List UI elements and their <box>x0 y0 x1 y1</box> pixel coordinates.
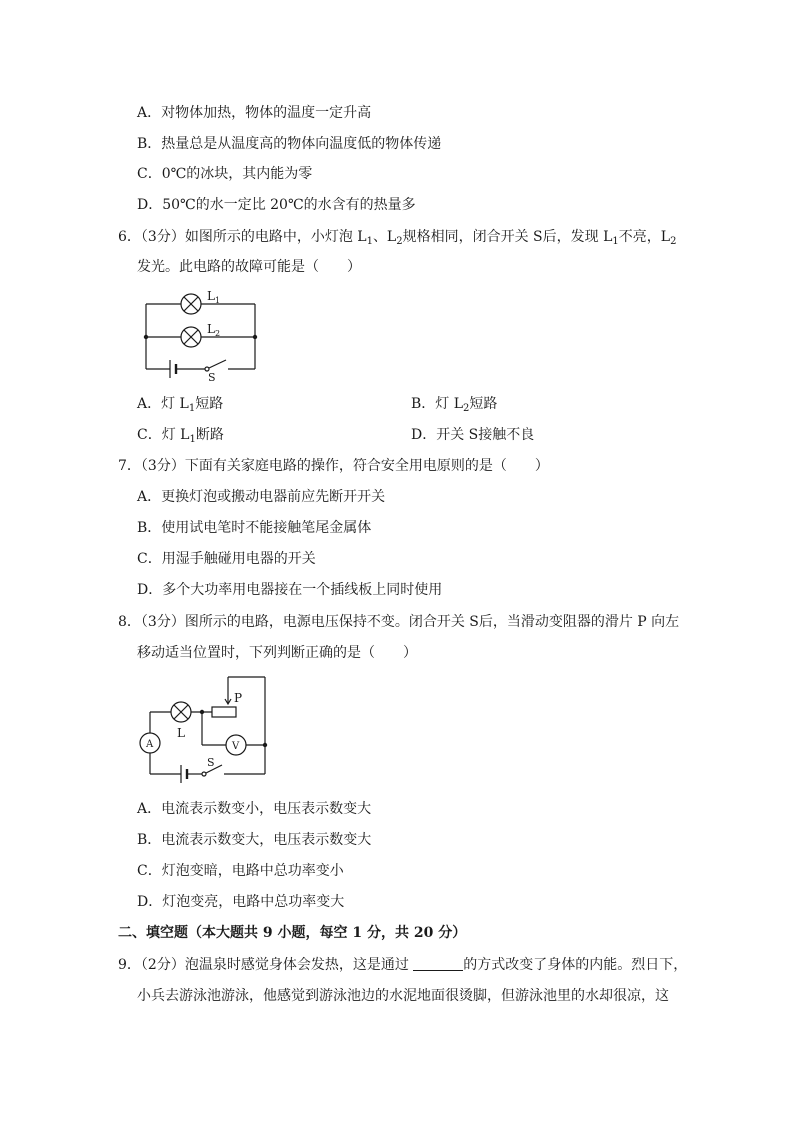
q7-option-a: A．更换灯泡或搬动电器前应先断开开关 <box>137 489 386 505</box>
q5-option-a: A．对物体加热，物体的温度一定升高 <box>137 105 372 121</box>
answer-blank[interactable] <box>413 956 463 971</box>
q6-option-a: A．灯 $L_1$短路 <box>137 396 224 414</box>
q7-option-b: B．使用试电笔时不能接触笔尾金属体 <box>137 520 372 536</box>
svg-text:L1: $L_1$ <box>207 289 221 305</box>
svg-text:L2: $L_2$ <box>207 322 221 338</box>
switch-pivot-q8 <box>202 772 206 776</box>
q6-stem: 6．（3分）如图所示的电路中，小灯泡 $L_1$、$L_2$规格相同，闭合开关 S后，发现 $L_1$不亮，$L_2$ <box>118 229 677 247</box>
q5-option-d: D．50℃的水一定比 20℃的水含有的热量多 <box>137 197 416 213</box>
q7-stem: 7．（3分）下面有关家庭电路的操作，符合安全用电原则的是（ ） <box>118 458 549 474</box>
q8-stem: 8．（3分）图所示的电路，电源电压保持不变。闭合开关 S后，当滑动变阻器的滑片 P 向左 <box>118 614 680 630</box>
q8-option-a: A．电流表示数变小，电压表示数变大 <box>137 801 372 817</box>
lamp-label: L <box>177 726 185 740</box>
ammeter-label: A <box>146 739 154 750</box>
q7-option-c: C．用湿手触碰用电器的开关 <box>137 551 316 567</box>
q6-stem-continued: 发光。此电路的故障可能是（ ） <box>137 259 361 275</box>
section-heading: 二、填空题（本大题共 9 小题，每空 1 分，共 20 分） <box>118 925 467 941</box>
rheostat-symbol <box>212 707 236 717</box>
switch-blade <box>209 360 226 368</box>
q8-option-d: D．灯泡变亮，电路中总功率变大 <box>137 894 345 910</box>
q6-option-b: B．灯 $L_2$短路 <box>411 396 498 414</box>
q9-stem: 9．（2分）泡温泉时感觉身体会发热，这是通过 的方式改变了身体的内能。烈日下， <box>118 957 688 973</box>
switch-label-q8: S <box>207 756 215 769</box>
q8-option-c: C．灯泡变暗，电路中总功率变小 <box>137 863 344 879</box>
q6-option-d: D．开关 S接触不良 <box>411 427 535 443</box>
switch-label: S <box>208 371 216 384</box>
slider-label: P <box>234 691 243 705</box>
q6-option-c: C．灯 $L_1$断路 <box>137 427 224 445</box>
q5-option-c: C．0℃的冰块，其内能为零 <box>137 166 313 182</box>
q8-stem-continued: 移动适当位置时，下列判断正确的是（ ） <box>137 645 417 661</box>
q8-option-b: B．电流表示数变大，电压表示数变大 <box>137 832 372 848</box>
q9-stem-continued: 小兵去游泳池游泳，他感觉到游泳池边的水泥地面很烫脚，但游泳池里的水却很凉，这 <box>137 988 669 1004</box>
q5-option-b: B．热量总是从温度高的物体向温度低的物体传递 <box>137 136 442 152</box>
q8-circuit-diagram <box>140 677 265 783</box>
voltmeter-label: V <box>232 741 240 752</box>
q7-option-d: D．多个大功率用电器接在一个插线板上同时使用 <box>137 582 443 598</box>
